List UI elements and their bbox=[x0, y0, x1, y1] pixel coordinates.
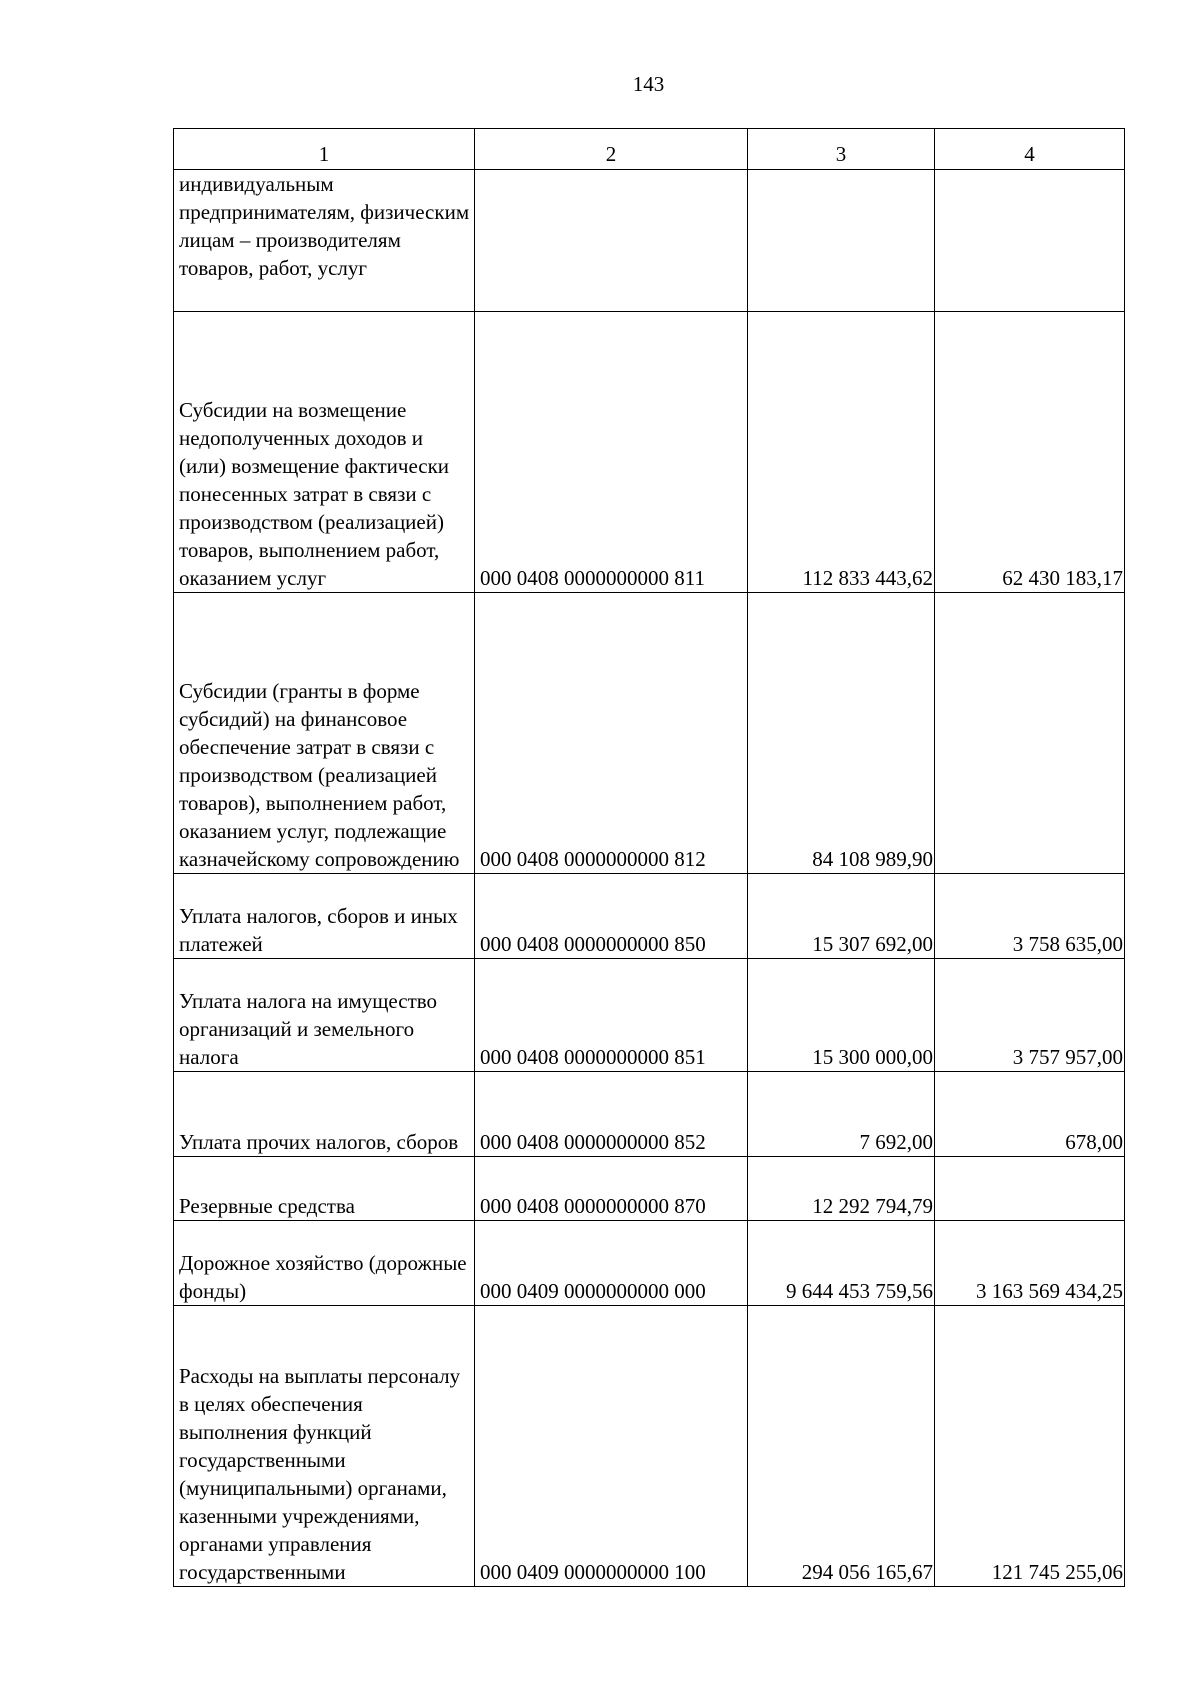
row-name: Расходы на выплаты персоналу в целях обеспечения выполнения функций государственными (муниципальными) органами, казенными учреждениями, органами управления государственными bbox=[174, 1306, 475, 1587]
table-body bbox=[174, 170, 1125, 1587]
row-value-3: 112 833 443,62 bbox=[748, 312, 935, 593]
table-row bbox=[174, 593, 1125, 874]
table-row bbox=[174, 1306, 1125, 1587]
budget-table bbox=[173, 128, 1125, 1587]
page-number: 143 bbox=[632, 72, 665, 96]
row-value-3 bbox=[748, 170, 935, 312]
row-value-3: 294 056 165,67 bbox=[748, 1306, 935, 1587]
column-header-4: 4 bbox=[935, 129, 1125, 170]
row-value-4 bbox=[935, 170, 1125, 312]
row-name: Резервные средства bbox=[174, 1157, 475, 1221]
row-value-3: 7 692,00 bbox=[748, 1072, 935, 1157]
table-row bbox=[174, 1157, 1125, 1221]
table-row bbox=[174, 874, 1125, 959]
column-header-1: 1 bbox=[174, 129, 475, 170]
row-code: 000 0408 0000000000 812 bbox=[475, 593, 748, 874]
row-name: Субсидии на возмещение недополученных доходов и (или) возмещение фактически понесенных затрат в связи с производством (реализацией) товаров, выполнением работ, оказанием услуг bbox=[174, 312, 475, 593]
row-code: 000 0408 0000000000 811 bbox=[475, 312, 748, 593]
row-value-3: 15 300 000,00 bbox=[748, 959, 935, 1072]
row-value-3: 12 292 794,79 bbox=[748, 1157, 935, 1221]
row-value-4: 121 745 255,06 bbox=[935, 1306, 1125, 1587]
table-row bbox=[174, 170, 1125, 312]
row-value-4 bbox=[935, 1157, 1125, 1221]
table-header bbox=[174, 129, 1125, 170]
row-value-4: 3 163 569 434,25 bbox=[935, 1221, 1125, 1306]
column-header-2: 2 bbox=[475, 129, 748, 170]
row-code: 000 0408 0000000000 870 bbox=[475, 1157, 748, 1221]
table-row bbox=[174, 1072, 1125, 1157]
row-value-4: 62 430 183,17 bbox=[935, 312, 1125, 593]
row-code: 000 0409 0000000000 100 bbox=[475, 1306, 748, 1587]
row-name: Уплата налога на имущество организаций и земельного налога bbox=[174, 959, 475, 1072]
row-code: 000 0408 0000000000 852 bbox=[475, 1072, 748, 1157]
column-header-3: 3 bbox=[748, 129, 935, 170]
table-row bbox=[174, 1221, 1125, 1306]
row-value-4: 3 758 635,00 bbox=[935, 874, 1125, 959]
row-name: индивидуальным предпринимателям, физическим лицам – производителям товаров, работ, услуг bbox=[174, 170, 475, 312]
row-value-3: 15 307 692,00 bbox=[748, 874, 935, 959]
row-code: 000 0409 0000000000 000 bbox=[475, 1221, 748, 1306]
table-row bbox=[174, 959, 1125, 1072]
row-code: 000 0408 0000000000 851 bbox=[475, 959, 748, 1072]
row-value-4: 3 757 957,00 bbox=[935, 959, 1125, 1072]
row-code: 000 0408 0000000000 850 bbox=[475, 874, 748, 959]
header-row bbox=[174, 129, 1125, 170]
table-row bbox=[174, 312, 1125, 593]
row-value-4: 678,00 bbox=[935, 1072, 1125, 1157]
row-name: Уплата прочих налогов, сборов bbox=[174, 1072, 475, 1157]
row-code bbox=[475, 170, 748, 312]
row-value-3: 84 108 989,90 bbox=[748, 593, 935, 874]
row-name: Субсидии (гранты в форме субсидий) на финансовое обеспечение затрат в связи с производством (реализацией товаров), выполнением работ, оказанием услуг, подлежащие казначейскому сопровождению bbox=[174, 593, 475, 874]
row-name: Уплата налогов, сборов и иных платежей bbox=[174, 874, 475, 959]
row-value-3: 9 644 453 759,56 bbox=[748, 1221, 935, 1306]
row-name: Дорожное хозяйство (дорожные фонды) bbox=[174, 1221, 475, 1306]
row-value-4 bbox=[935, 593, 1125, 874]
